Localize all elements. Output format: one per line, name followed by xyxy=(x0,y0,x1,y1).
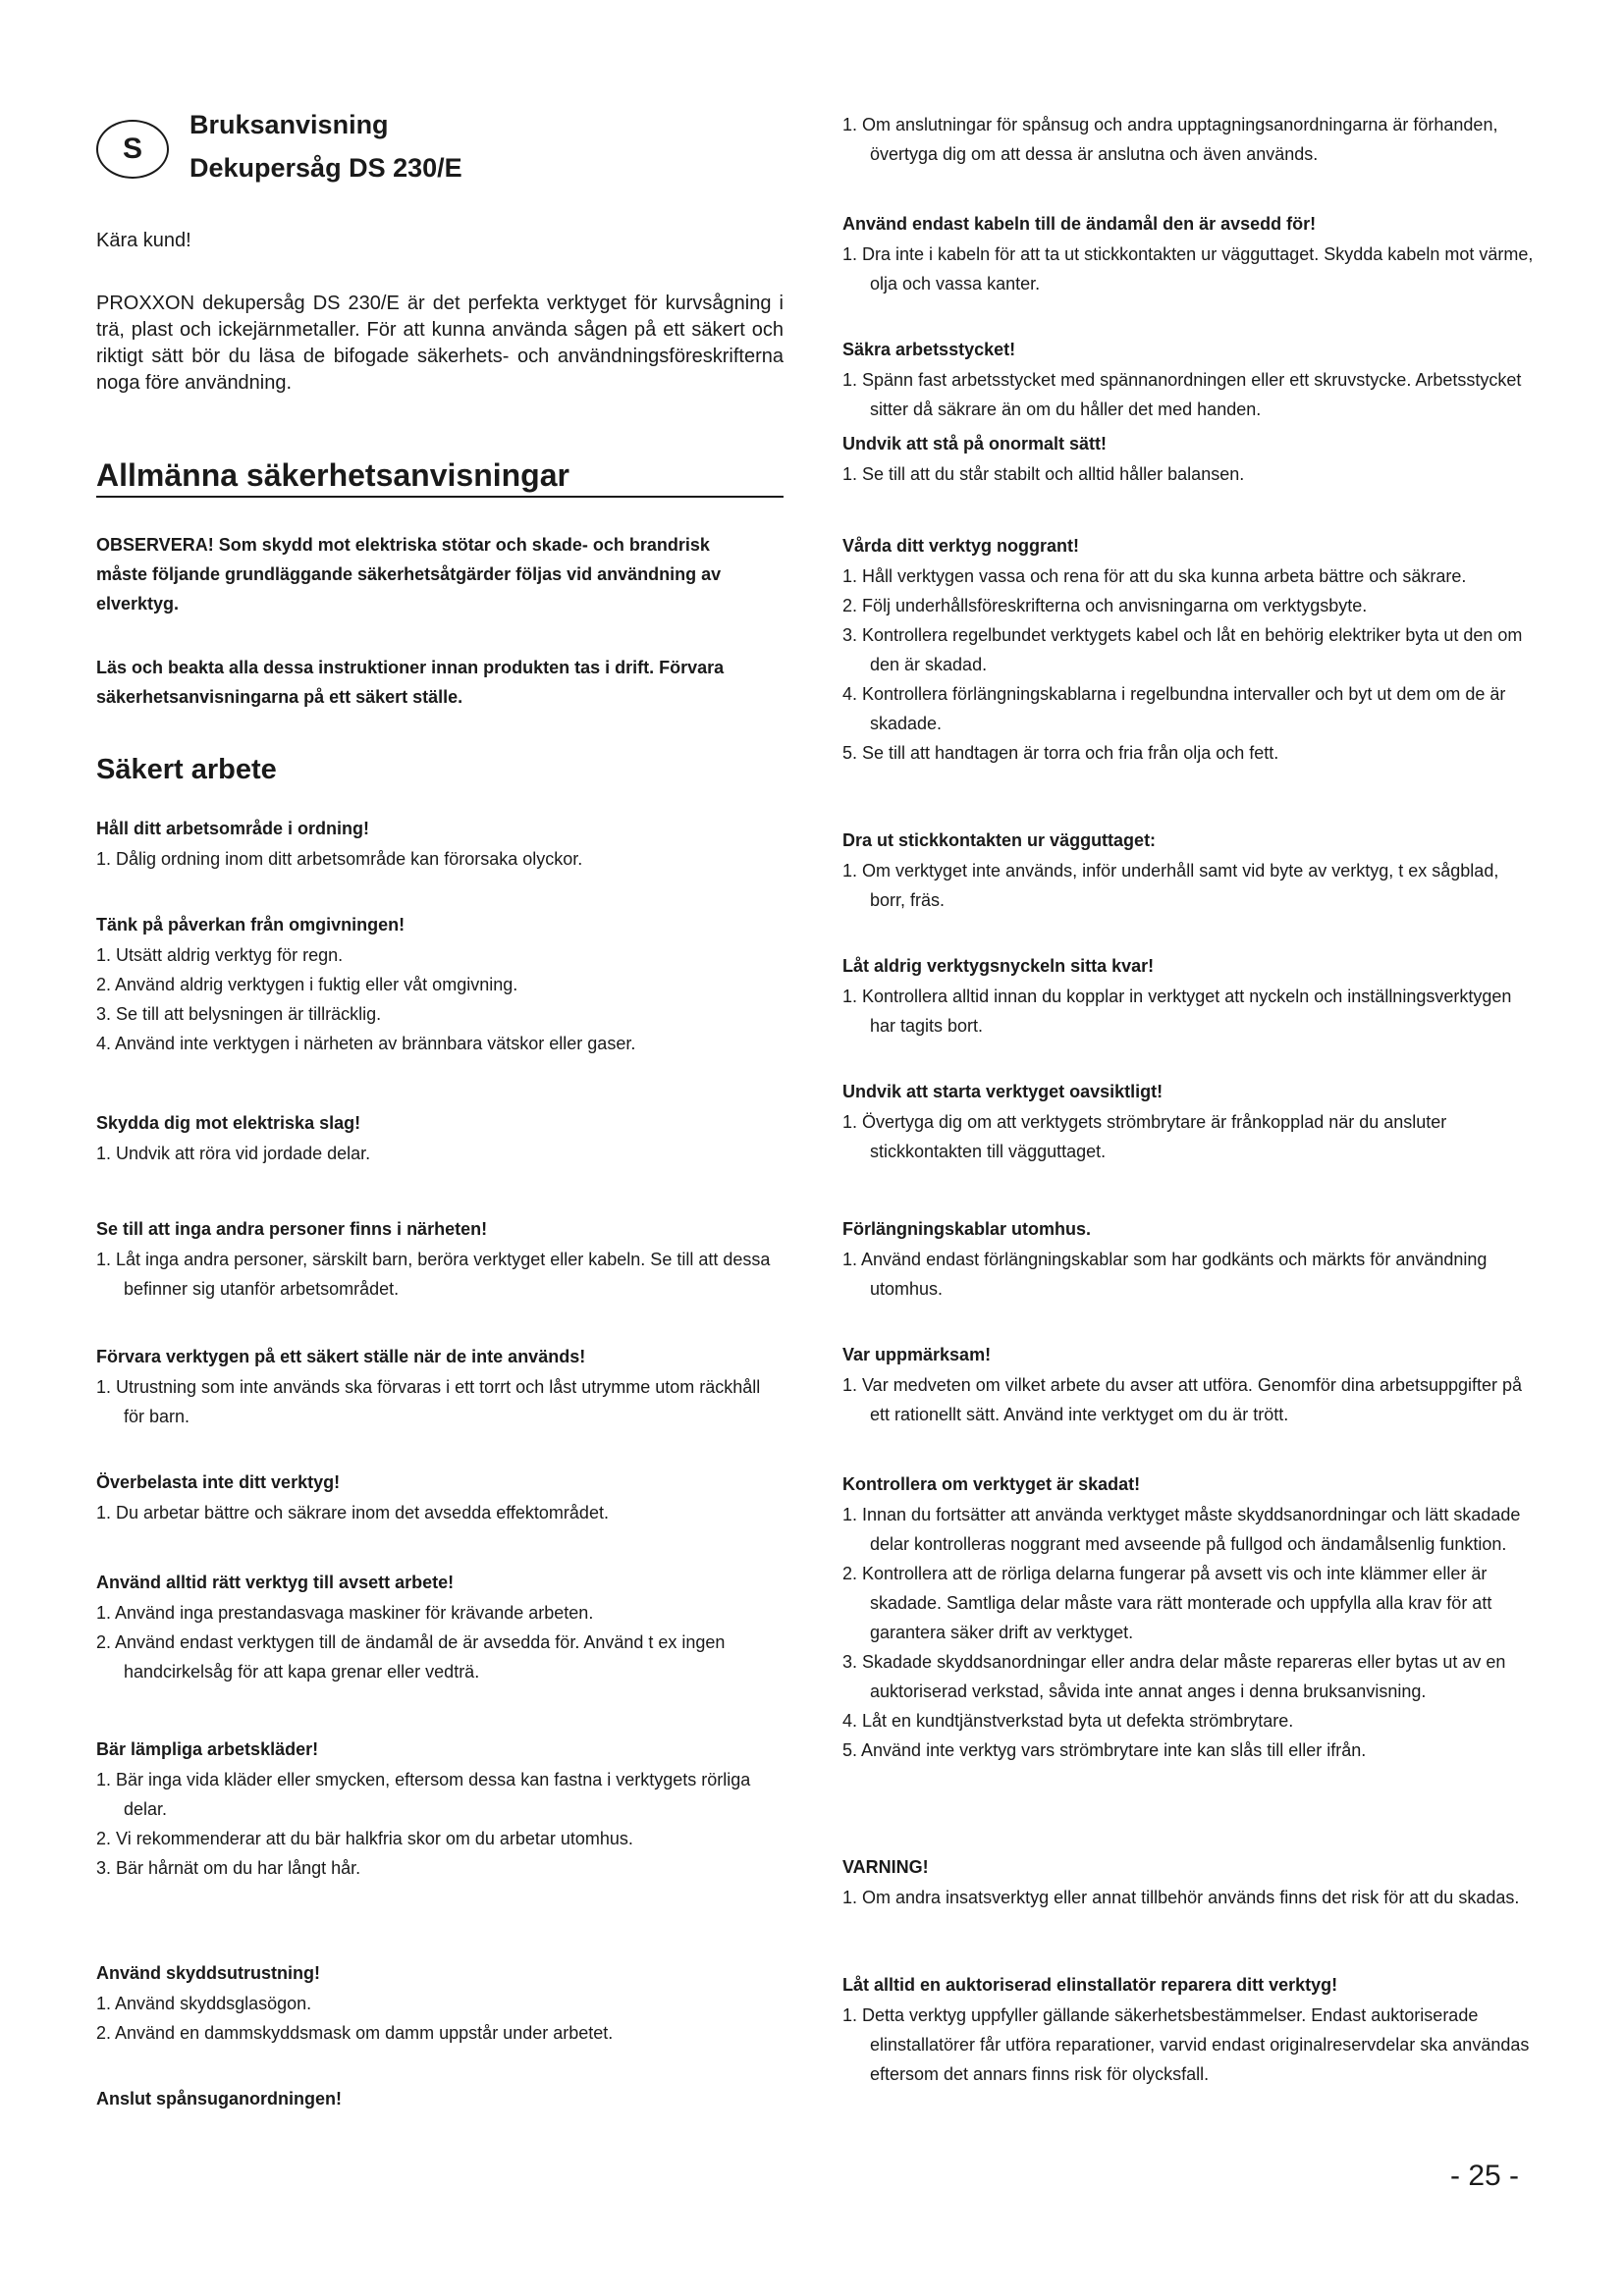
list-item: 4. Låt en kundtjänstverkstad byta ut defekta strömbrytare. xyxy=(842,1711,1294,1731)
list-item: 1. Var medveten om vilket arbete du avser att utföra. Genomför dina arbetsuppgifter på ett rationellt sätt. Använd inte verktyget om du är trött. xyxy=(842,1375,1523,1424)
list-item: 1. Detta verktyg uppfyller gällande säkerhetsbestämmelser. Endast auktoriserade elinstallatörer får utföra reparationer, varvid endast originalreservdelar ska användas eftersom det annars finns risk för olycksfall. xyxy=(842,2005,1530,2084)
list-item: 1. Spänn fast arbetsstycket med spännanordningen eller ett skruvstycke. Arbetsstycket sitter då säkrare än om du håller det med handen. xyxy=(842,370,1522,419)
list-item: 1. Du arbetar bättre och säkrare inom det avsedda effektområdet. xyxy=(96,1503,609,1522)
section-heading: Anslut spånsuganordningen! xyxy=(96,2089,342,2109)
section-heading: Använd alltid rätt verktyg till avsett arbete! xyxy=(96,1573,455,1592)
general-safety-heading: Allmänna säkerhetsanvisningar xyxy=(96,457,784,498)
safety-section xyxy=(842,110,1535,169)
section-heading: Tänk på påverkan från omgivningen! xyxy=(96,915,406,934)
observe-paragraph: OBSERVERA! Som skydd mot elektriska stötar och skade- och brandrisk måste följande grundläggande säkerhetsåtgärder följas vid användning av elverktyg. xyxy=(96,535,722,614)
section-heading: Förlängningskablar utomhus. xyxy=(842,1219,1092,1239)
safety-section xyxy=(96,1345,784,1431)
safety-section xyxy=(96,1961,784,2048)
list-item: 1. Dålig ordning inom ditt arbetsområde kan förorsaka olyckor. xyxy=(96,849,583,869)
list-item: 1. Om anslutningar för spånsug och andra upptagningsanordningarna är förhanden, övertyga dig om att dessa är anslutna och även används. xyxy=(842,115,1498,164)
list-item: 5. Se till att handtagen är torra och fria från olja och fett. xyxy=(842,743,1279,763)
list-item: 3. Se till att belysningen är tillräcklig. xyxy=(96,1004,382,1024)
section-heading: Håll ditt arbetsområde i ordning! xyxy=(96,819,370,838)
safety-section xyxy=(842,1973,1535,2089)
section-heading: Låt aldrig verktygsnyckeln sitta kvar! xyxy=(842,956,1155,976)
section-heading: Låt alltid en auktoriserad elinstallatör reparera ditt verktyg! xyxy=(842,1975,1338,1995)
safety-section xyxy=(842,1343,1535,1429)
safety-section xyxy=(96,1217,784,1304)
section-heading: Se till att inga andra personer finns i närheten! xyxy=(96,1219,488,1239)
list-item: 1. Innan du fortsätter att använda verktyget måste skyddsanordningar och lätt skadade delar kontrolleras noggrant med avseende på fullgod och ändamålsenlig funktion. xyxy=(842,1505,1521,1554)
list-item: 1. Håll verktygen vassa och rena för att du ska kunna arbeta bättre och säkrare. xyxy=(842,566,1467,586)
list-item: 2. Använd aldrig verktygen i fuktig eller våt omgivning. xyxy=(96,975,518,994)
safe-work-heading: Säkert arbete xyxy=(96,754,277,785)
safety-section xyxy=(96,1737,784,1883)
safety-section xyxy=(842,1080,1535,1166)
intro-paragraph: PROXXON dekupersåg DS 230/E är det perfekta verktyget för kurvsågning i trä, plast och ickejärnmetaller. För att kunna använda sågen på ett säkert och riktigt sätt bör du läsa de bifogade säkerhets- och användningsföreskrifterna noga före användning. xyxy=(96,293,784,394)
section-heading: Var uppmärksam! xyxy=(842,1345,992,1364)
list-item: 5. Använd inte verktyg vars strömbrytare inte kan slås till eller ifrån. xyxy=(842,1740,1367,1760)
section-heading: Överbelasta inte ditt verktyg! xyxy=(96,1472,341,1492)
safety-section xyxy=(842,534,1535,768)
section-heading: Förvara verktygen på ett säkert ställe när de inte används! xyxy=(96,1347,586,1366)
list-item: 1. Dra inte i kabeln för att ta ut stickkontakten ur vägguttaget. Skydda kabeln mot värme, olja och vassa kanter. xyxy=(842,244,1534,294)
safety-section xyxy=(842,212,1535,298)
safety-section xyxy=(96,2087,784,2114)
section-heading: Använd skyddsutrustning! xyxy=(96,1963,321,1983)
list-item: 4. Använd inte verktygen i närheten av brännbara vätskor eller gaser. xyxy=(96,1034,636,1053)
list-item: 1. Utsätt aldrig verktyg för regn. xyxy=(96,945,344,965)
section-heading: Vårda ditt verktyg noggrant! xyxy=(842,536,1080,556)
greeting: Kära kund! xyxy=(96,230,191,251)
section-heading: Säkra arbetsstycket! xyxy=(842,340,1016,359)
list-item: 1. Använd inga prestandasvaga maskiner för krävande arbeten. xyxy=(96,1603,594,1623)
list-item: 1. Använd skyddsglasögon. xyxy=(96,1994,312,2013)
list-item: 1. Låt inga andra personer, särskilt barn, beröra verktyget eller kabeln. Se till att dessa befinner sig utanför arbetsområdet. xyxy=(96,1250,771,1299)
section-heading: Använd endast kabeln till de ändamål den är avsedd för! xyxy=(842,214,1317,234)
section-heading: Kontrollera om verktyget är skadat! xyxy=(842,1474,1141,1494)
list-item: 3. Kontrollera regelbundet verktygets kabel och låt en behörig elektriker byta ut den om den är skadad. xyxy=(842,625,1523,674)
list-item: 3. Skadade skyddsanordningar eller andra delar måste repareras eller bytas ut av en auktoriserad verkstad, såvida inte annat anges i denna bruksanvisning. xyxy=(842,1652,1506,1701)
document-header xyxy=(96,110,784,208)
list-item: 1. Undvik att röra vid jordade delar. xyxy=(96,1144,371,1163)
list-item: 1. Om andra insatsverktyg eller annat tillbehör används finns det risk för att du skadas. xyxy=(842,1888,1520,1907)
section-heading: Skydda dig mot elektriska slag! xyxy=(96,1113,361,1133)
safety-section xyxy=(842,828,1535,915)
list-item: 1. Se till att du står stabilt och alltid håller balansen. xyxy=(842,464,1245,484)
section-heading: Undvik att starta verktyget oavsiktligt! xyxy=(842,1082,1164,1101)
list-item: 2. Kontrollera att de rörliga delarna fungerar på avsett vis och inte klämmer eller är skadade. Samtliga delar måste vara rätt monterade och uppfylla alla krav för att garantera säker drift av verktyget. xyxy=(842,1564,1492,1642)
safety-section xyxy=(96,913,784,1058)
list-item: 1. Kontrollera alltid innan du kopplar in verktyget att nyckeln och inställningsverktygen har tagits bort. xyxy=(842,987,1512,1036)
page-number: - 25 - xyxy=(1450,2160,1520,2192)
section-heading: Dra ut stickkontakten ur vägguttaget: xyxy=(842,830,1157,850)
safety-section xyxy=(842,1217,1535,1304)
language-badge: S xyxy=(96,120,169,179)
safety-section xyxy=(96,1111,784,1168)
list-item: 4. Kontrollera förlängningskablarna i regelbundna intervaller och byt ut dem om de är skadade. xyxy=(842,684,1506,733)
list-item: 1. Om verktyget inte används, inför underhåll samt vid byte av verktyg, t ex sågblad, borr, fräs. xyxy=(842,861,1499,910)
safety-section xyxy=(96,1571,784,1686)
list-item: 2. Använd endast verktygen till de ändamål de är avsedda för. Använd t ex ingen handcirkelsåg för att kapa grenar eller vedträ. xyxy=(96,1632,726,1682)
list-item: 3. Bär hårnät om du har långt hår. xyxy=(96,1858,361,1878)
safety-section xyxy=(842,432,1535,489)
safety-section xyxy=(842,1472,1535,1765)
list-item: 1. Använd endast förlängningskablar som har godkänts och märkts för användning utomhus. xyxy=(842,1250,1488,1299)
section-heading: VARNING! xyxy=(842,1857,929,1877)
safety-section xyxy=(96,1470,784,1527)
list-item: 1. Utrustning som inte används ska förvaras i ett torrt och låst utrymme utom räckhåll för barn. xyxy=(96,1377,761,1426)
list-item: 2. Vi rekommenderar att du bär halkfria skor om du arbetar utomhus. xyxy=(96,1829,633,1848)
list-item: 2. Använd en dammskyddsmask om damm uppstår under arbetet. xyxy=(96,2023,614,2043)
manual-title: Bruksanvisning xyxy=(189,110,389,139)
safety-section xyxy=(842,1855,1535,1912)
safety-section xyxy=(842,338,1535,424)
section-heading: Undvik att stå på onormalt sätt! xyxy=(842,434,1108,454)
safety-section xyxy=(96,817,784,874)
product-title: Dekupersåg DS 230/E xyxy=(189,153,462,183)
list-item: 1. Bär inga vida kläder eller smycken, eftersom dessa kan fastna i verktygets rörliga delar. xyxy=(96,1770,751,1819)
safety-section xyxy=(842,954,1535,1041)
list-item: 1. Övertyga dig om att verktygets strömbrytare är frånkopplad när du ansluter stickkontakten till vägguttaget. xyxy=(842,1112,1447,1161)
list-item: 2. Följ underhållsföreskrifterna och anvisningarna om verktygsbyte. xyxy=(842,596,1368,615)
read-instructions-paragraph: Läs och beakta alla dessa instruktioner innan produkten tas i drift. Förvara säkerhetsanvisningarna på ett säkert ställe. xyxy=(96,658,725,707)
section-heading: Bär lämpliga arbetskläder! xyxy=(96,1739,319,1759)
